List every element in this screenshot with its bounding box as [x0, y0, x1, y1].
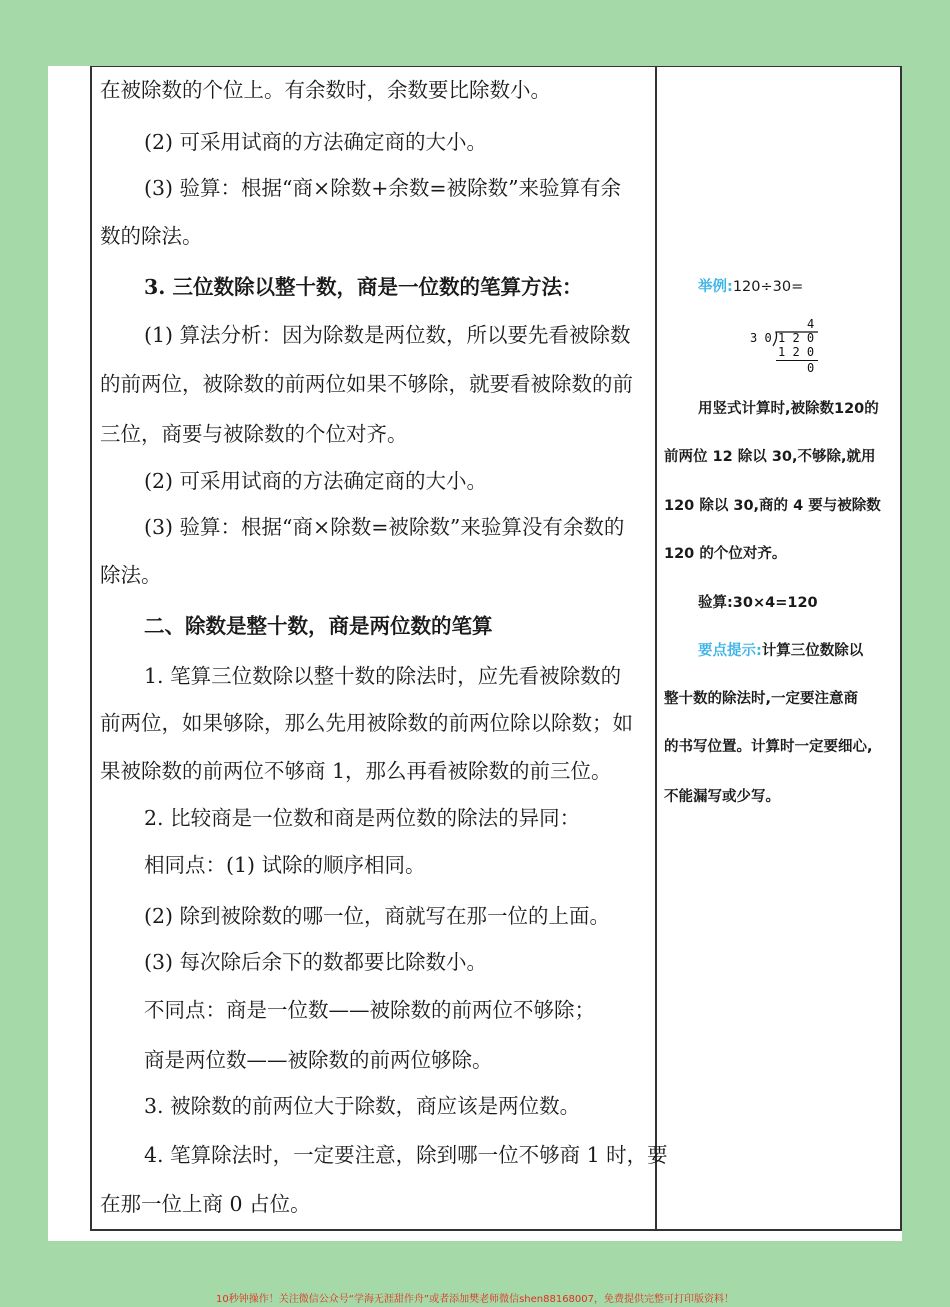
example-label: 举例: — [698, 279, 733, 295]
section-heading: 二、除数是整十数，商是两位数的笔算 — [144, 614, 493, 638]
text-line: 商是两位数——被除数的前两位够除。 — [144, 1048, 493, 1072]
text-line: (1) 算法分析：因为除数是两位数，所以要先看被除数 — [144, 323, 631, 347]
text-line: 三位，商要与被除数的个位对齐。 — [100, 422, 408, 446]
calc-quotient: 4 — [807, 317, 815, 331]
text-line: (3) 每次除后余下的数都要比除数小。 — [144, 950, 488, 974]
text-line: (2) 除到被除数的哪一位，商就写在那一位的上面。 — [144, 904, 611, 928]
example-line — [698, 277, 803, 297]
text-line: (2) 可采用试商的方法确定商的大小。 — [144, 469, 488, 493]
footer-promo: 10秒钟操作！关注微信公众号“学海无涯甜作舟”或者添加樊老师微信shen88168007，免费提供完整可打印版资料！ — [215, 1294, 735, 1305]
text-line: 在那一位上商 0 占位。 — [100, 1192, 311, 1216]
tip-text: 计算三位数除以 — [761, 643, 864, 659]
section-heading: 3. 三位数除以整十数，商是一位数的笔算方法： — [144, 275, 583, 299]
text-line: 在被除数的个位上。有余数时，余数要比除数小。 — [100, 78, 551, 102]
tip-line — [698, 641, 863, 661]
tip-label: 要点提示: — [698, 643, 762, 659]
calc-remainder: 0 — [807, 361, 815, 375]
calc-divisor: 3 0 — [750, 331, 772, 345]
text-line: 2. 比较商是一位数和商是两位数的除法的异同： — [144, 806, 581, 830]
side-text: 的书写位置。计算时一定要细心, — [664, 739, 873, 755]
long-division-calc — [750, 317, 830, 381]
text-line: 3. 被除数的前两位大于除数，商应该是两位数。 — [144, 1094, 581, 1118]
text-line: (2) 可采用试商的方法确定商的大小。 — [144, 130, 488, 154]
text-line: 数的除法。 — [100, 224, 203, 248]
text-line: (3) 验算：根据“商×除数+余数=被除数”来验算有余 — [144, 176, 622, 200]
text-line: 4. 笔算除法时，一定要注意，除到哪一位不够商 1 时，要 — [144, 1143, 668, 1167]
column-divider — [655, 67, 657, 1229]
side-text: 120 的个位对齐。 — [664, 546, 787, 562]
text-line: 的前两位，被除数的前两位如果不够除，就要看被除数的前 — [100, 372, 633, 396]
text-line: 果被除数的前两位不够商 1，那么再看被除数的前三位。 — [100, 759, 612, 783]
side-text: 前两位 12 除以 30,不够除,就用 — [664, 449, 876, 465]
text-line: 1. 笔算三位数除以整十数的除法时，应先看被除数的 — [144, 664, 622, 688]
text-line: (3) 验算：根据“商×除数=被除数”来验算没有余数的 — [144, 515, 625, 539]
side-text: 不能漏写或少写。 — [664, 789, 780, 805]
text-line: 除法。 — [100, 563, 162, 587]
page — [48, 66, 902, 1241]
side-text: 用竖式计算时,被除数120的 — [698, 401, 879, 417]
side-text: 验算:30×4=120 — [698, 595, 818, 611]
side-text: 120 除以 30,商的 4 要与被除数 — [664, 498, 881, 514]
notes-table — [90, 66, 902, 1231]
text-line: 前两位，如果够除，那么先用被除数的前两位除以除数；如 — [100, 711, 633, 735]
text-line: 不同点：商是一位数——被除数的前两位不够除； — [144, 998, 595, 1022]
example-expression: 120÷30= — [732, 279, 804, 295]
side-text: 整十数的除法时,一定要注意商 — [664, 691, 859, 707]
text-line: 相同点：(1) 试除的顺序相同。 — [144, 853, 426, 877]
calc-product: 1 2 0 — [778, 345, 815, 359]
calc-dividend: 1 2 0 — [778, 331, 815, 345]
